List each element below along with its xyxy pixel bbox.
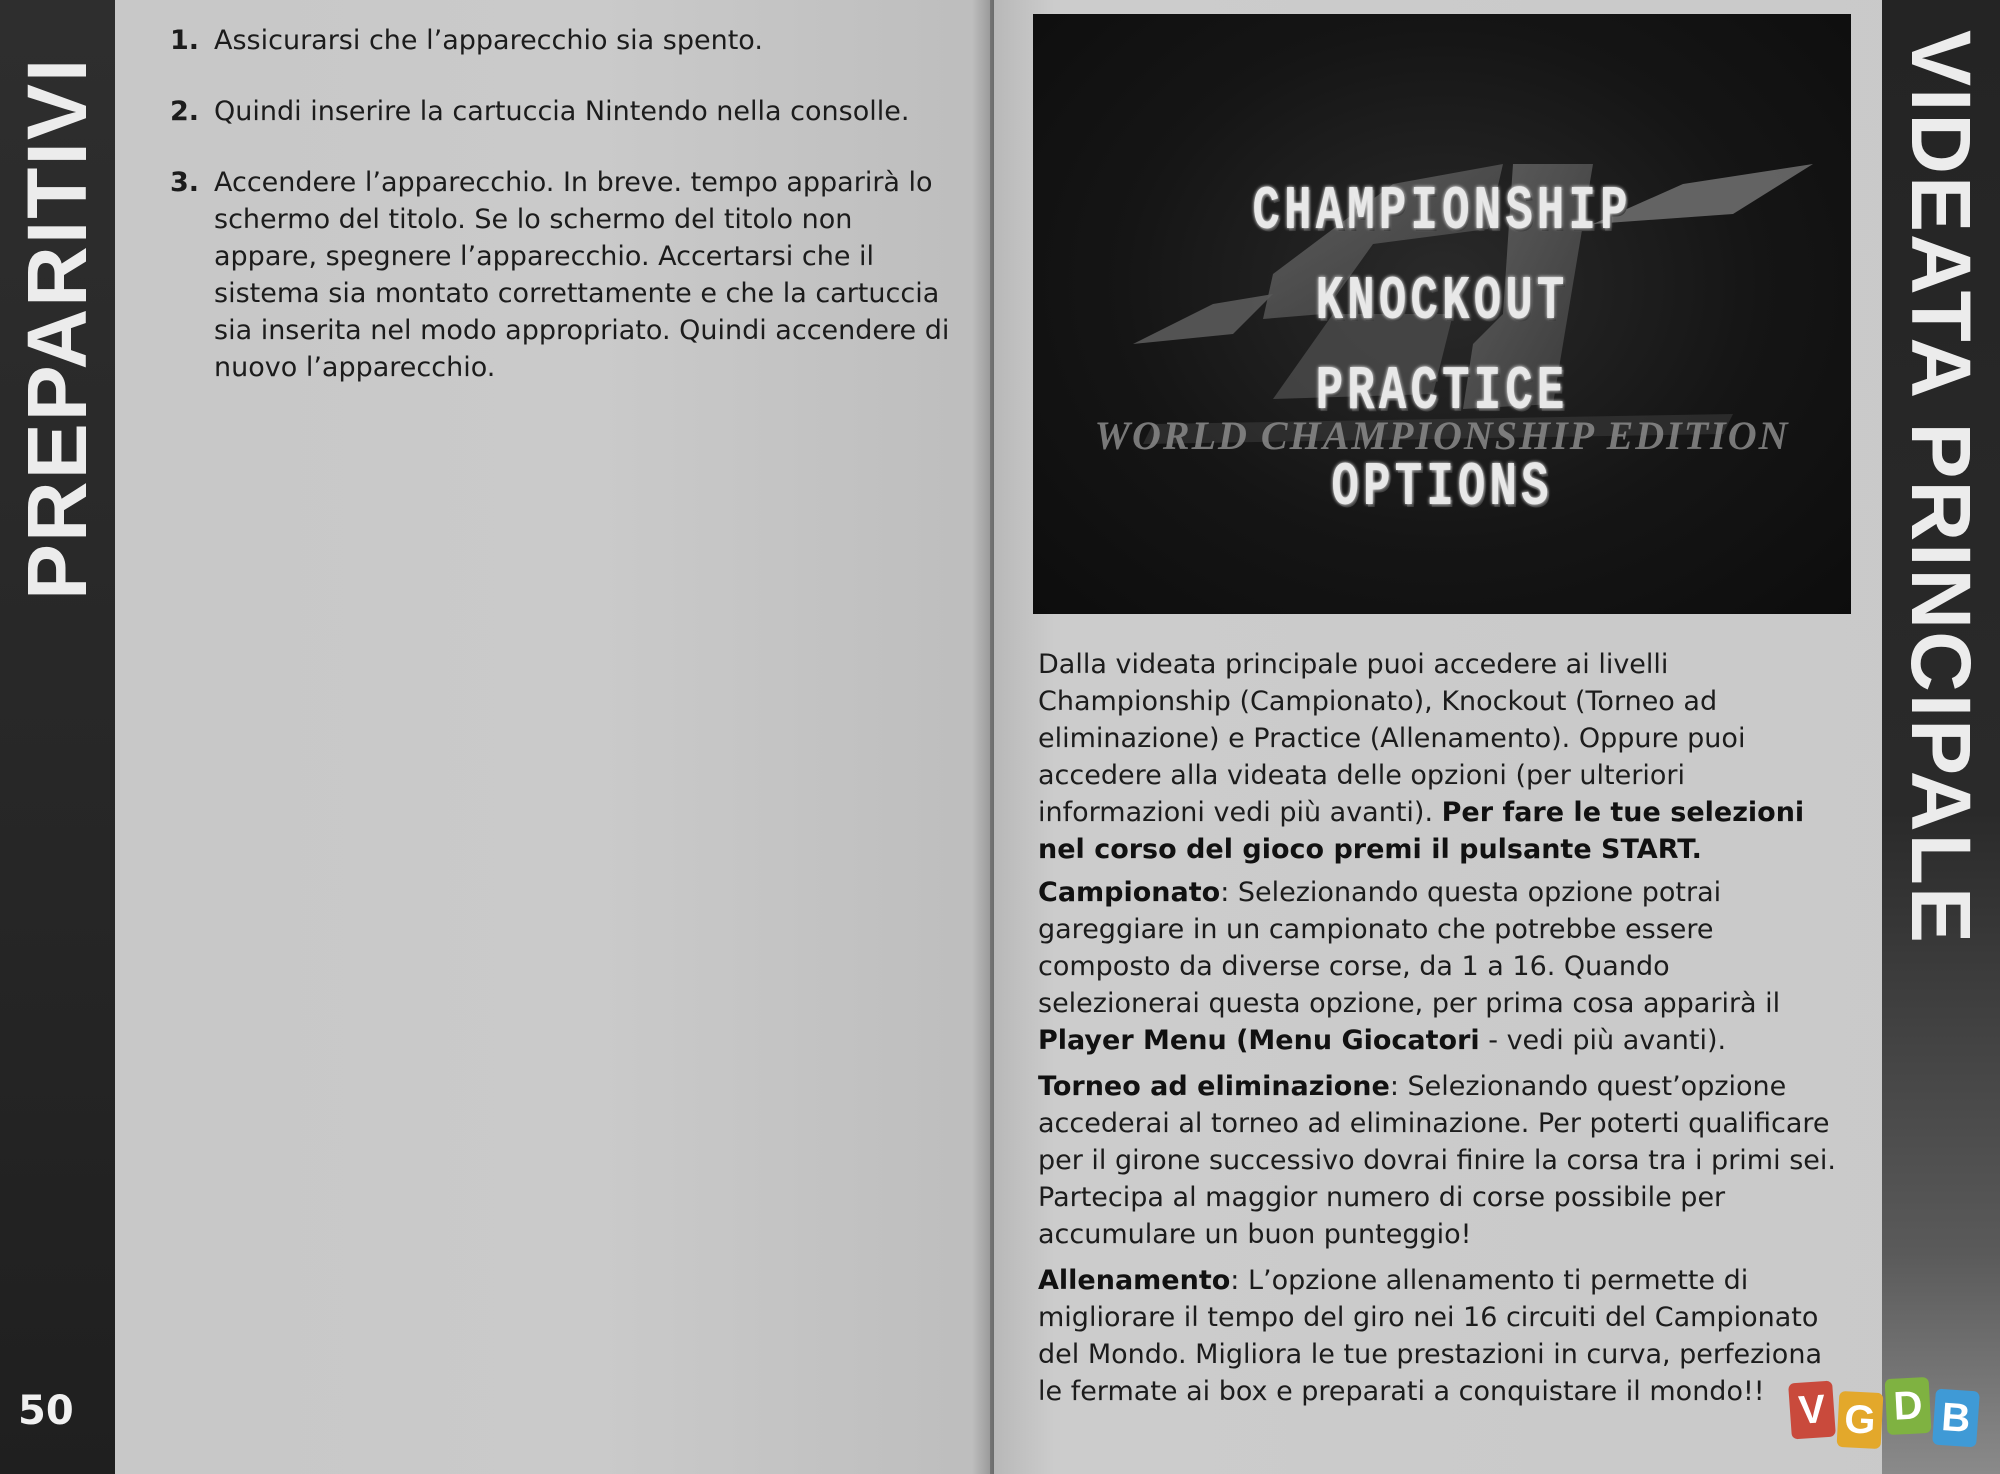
game-title-screen-image: [1033, 14, 1851, 614]
intro-paragraph: [1038, 646, 1838, 868]
step-number: 1.: [170, 25, 200, 56]
left-page: [0, 0, 990, 1474]
torneo-text: : Selezionando quest’opzione accederai al torneo ad eliminazione. Per poterti qualificare per il girone successivo dovrai finire la corsa tra i primi sei. Partecipa al maggior numero di corse possibile per accumulare un buon punteggio!: [1038, 1071, 1836, 1250]
allenamento-paragraph: [1038, 1262, 1838, 1410]
step-text: Accendere l’apparecchio. In breve. tempo apparirà lo schermo del titolo. Se lo schermo del titolo non appare, spegnere l’apparecchio. Accertarsi che il sistema sia montato correttamente e che la cartuccia sia inserita nel modo appropriato. Quindi accendere di nuovo l’apparecchio.: [214, 167, 950, 383]
watermark-letter: V: [1788, 1381, 1836, 1440]
player-menu-reference: Player Menu (Menu Giocatori: [1038, 1025, 1480, 1056]
campionato-text-a: : Selezionando questa opzione potrai gareggiare in un campionato che potrebbe essere composto da diverse corse, da 1 a 16. Quando selezionerai questa opzione, per prima cosa apparirà il: [1038, 877, 1781, 1019]
step-item: [170, 164, 960, 386]
setup-steps-list: [170, 22, 960, 420]
campionato-text-b: - vedi più avanti).: [1479, 1025, 1727, 1056]
intro-text: Dalla videata principale puoi accedere ai livelli Championship (Campionato), Knockout (Torneo ad eliminazione) e Practice (Allenamento). Oppure puoi accedere alla videata delle opzioni (per ulteriori informazioni vedi più avanti).: [1038, 649, 1746, 828]
menu-options: OPTIONS: [1331, 452, 1553, 524]
section-title-preparativi: PREPARITIVI: [10, 56, 104, 600]
watermark-letter: B: [1932, 1389, 1980, 1448]
campionato-paragraph: [1038, 874, 1838, 1059]
page-number: 50: [18, 1388, 74, 1434]
allenamento-text: : L’opzione allenamento ti permette di migliorare il tempo del giro nei 16 circuiti del Campionato del Mondo. Migliora le tue prestazioni in curva, perfeziona le fermate ai box e preparati a conquistare il mondo!!: [1038, 1265, 1822, 1407]
torneo-paragraph: [1038, 1068, 1838, 1253]
menu-practice: PRACTICE: [1315, 356, 1569, 428]
step-text: Assicurarsi che l’apparecchio sia spento.: [214, 25, 763, 56]
step-number: 3.: [170, 167, 200, 198]
section-title-videata-principale: VIDEATA PRINCIPALE: [1894, 30, 1988, 945]
intro-bold-instruction: Per fare le tue selezioni nel corso del gioco premi il pulsante START.: [1038, 797, 1805, 865]
watermark-letter: G: [1837, 1391, 1884, 1449]
step-text: Quindi inserire la cartuccia Nintendo nella consolle.: [214, 96, 910, 127]
campionato-term: Campionato: [1038, 877, 1221, 908]
allenamento-term: Allenamento: [1038, 1265, 1231, 1296]
step-item: [170, 22, 960, 59]
watermark-letter: D: [1885, 1377, 1932, 1435]
menu-championship: CHAMPIONSHIP: [1252, 176, 1632, 248]
menu-knockout: KNOCKOUT: [1315, 266, 1569, 338]
edition-subtitle: WORLD CHAMPIONSHIP EDITION: [1094, 413, 1790, 458]
torneo-term: Torneo ad eliminazione: [1038, 1071, 1390, 1102]
step-number: 2.: [170, 96, 200, 127]
step-item: [170, 93, 960, 130]
